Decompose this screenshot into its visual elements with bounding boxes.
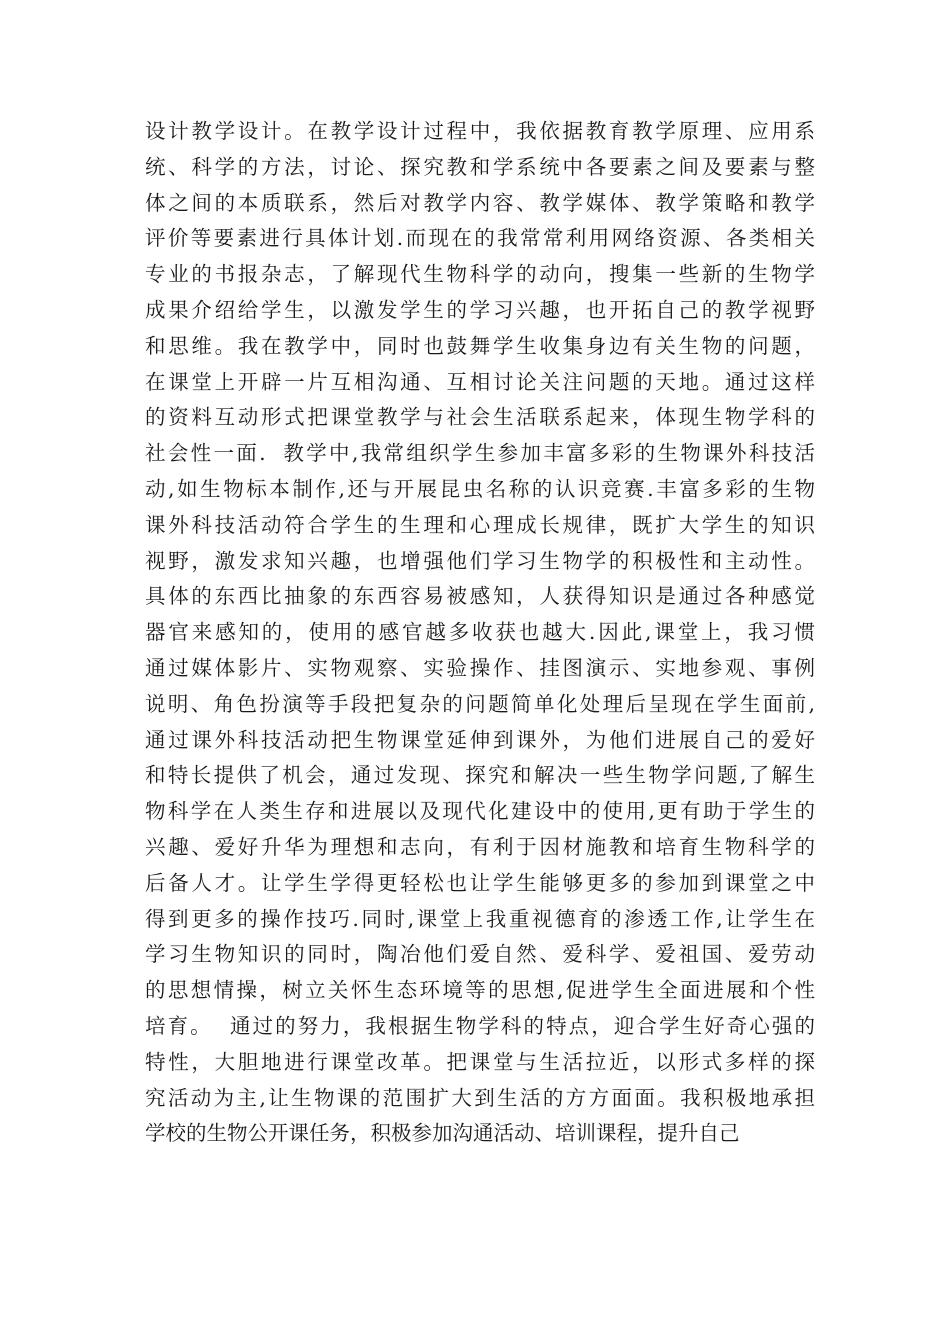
text-line: 成果介绍给学生，以激发学生的学习兴趣，也开拓自己的教学视野 <box>145 297 815 322</box>
text-line: 通过媒体影片、实物观察、实验操作、挂图演示、实地参观、事例 <box>145 655 815 680</box>
text-line: 体之间的本质联系，然后对教学内容、教学媒体、教学策略和教学 <box>145 190 815 215</box>
text-line: 学习生物知识的同时，陶冶他们爱自然、爱科学、爱祖国、爱劳动 <box>145 942 815 967</box>
text-line: 社会性一面. 教学中,我常组织学生参加丰富多彩的生物课外科技活 <box>145 441 815 466</box>
text-line: 评价等要素进行具体计划.而现在的我常常利用网络资源、各类相关 <box>145 226 815 251</box>
text-line: 兴趣、爱好升华为理想和志向，有利于因材施教和培育生物科学的 <box>145 834 815 859</box>
text-line: 和特长提供了机会，通过发现、探究和解决一些生物学问题,了解生 <box>145 763 815 788</box>
text-line: 设计教学设计。在教学设计过程中，我依据教育教学原理、应用系 <box>145 119 815 143</box>
text-line: 在课堂上开辟一片互相沟通、互相讨论关注问题的天地。通过这样 <box>145 369 815 394</box>
body-text <box>145 114 815 1152</box>
text-line: 的思想情操，树立关怀生态环境等的思想,促进学生全面进展和个性 <box>145 978 815 1003</box>
text-line: 说明、角色扮演等手段把复杂的问题简单化处理后呈现在学生面前, <box>145 691 815 716</box>
text-line: 特性，大胆地进行课堂改革。把课堂与生活拉近，以形式多样的探 <box>145 1049 815 1074</box>
text-line: 后备人才。让学生学得更轻松也让学生能够更多的参加到课堂之中 <box>145 870 815 895</box>
text-line: 的资料互动形式把课堂教学与社会生活联系起来，体现生物学科的 <box>145 405 815 430</box>
text-line: 器官来感知的，使用的感官越多收获也越大.因此,课堂上，我习惯 <box>145 620 815 645</box>
text-line: 培育。 通过的努力，我根据生物学科的特点，迎合学生好奇心强的 <box>145 1013 815 1038</box>
text-line: 通过课外科技活动把生物课堂延伸到课外，为他们进展自己的爱好 <box>145 727 815 752</box>
text-line: 专业的书报杂志，了解现代生物科学的动向，搜集一些新的生物学 <box>145 262 815 287</box>
text-line: 具体的东西比抽象的东西容易被感知，人获得知识是通过各种感觉 <box>145 584 815 609</box>
text-line: 学校的生物公开课任务，积极参加沟通活动、培训课程，提升自己 <box>145 1121 740 1146</box>
text-line: 得到更多的操作技巧.同时,课堂上我重视德育的渗透工作,让学生在 <box>145 906 815 931</box>
text-line: 课外科技活动符合学生的生理和心理成长规律，既扩大学生的知识 <box>145 512 815 537</box>
text-line: 究活动为主,让生物课的范围扩大到生活的方方面面。我积极地承担 <box>145 1085 815 1110</box>
text-line: 统、科学的方法，讨论、探究教和学系统中各要素之间及要素与整 <box>145 154 815 179</box>
text-line: 视野，激发求知兴趣，也增强他们学习生物学的积极性和主动性。 <box>145 548 815 573</box>
text-line: 物科学在人类生存和进展以及现代化建设中的使用,更有助于学生的 <box>145 799 815 824</box>
text-line: 和思维。我在教学中，同时也鼓舞学生收集身边有关生物的问题， <box>145 333 815 358</box>
text-line: 动,如生物标本制作,还与开展昆虫名称的认识竞赛.丰富多彩的生物 <box>145 476 815 501</box>
